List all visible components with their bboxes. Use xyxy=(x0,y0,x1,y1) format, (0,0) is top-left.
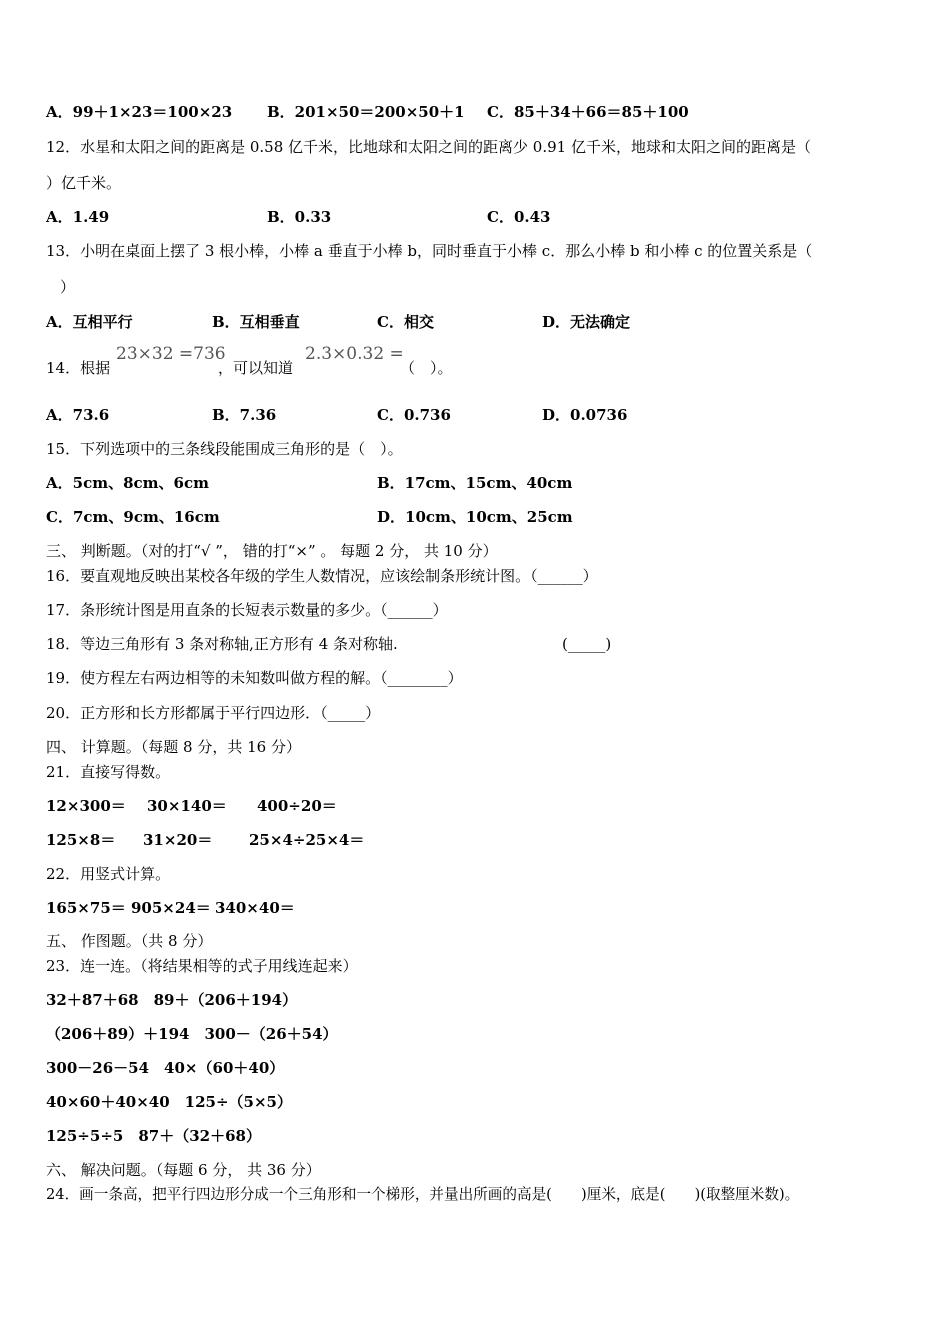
q18-stem: 18．等边三角形有 3 条对称轴,正方形有 4 条对称轴. xyxy=(46,635,398,653)
q15-stem: 15．下列选项中的三条线段能围成三角形的是（ ）。 xyxy=(46,440,403,458)
q17: 17．条形统计图是用直条的长短表示数量的多少。（______） xyxy=(46,601,448,619)
q11-option-a: A．99＋1×23＝100×23 xyxy=(46,103,233,121)
q23-row: 40×60＋40×40 125÷（5×5） xyxy=(46,1093,292,1111)
q18-blank: (_____) xyxy=(562,635,612,653)
q15-option-a: A．5cm、8cm、6cm xyxy=(46,474,209,492)
q13-stem-line1: 13．小明在桌面上摆了 3 根小棒，小棒 a 垂直于小棒 b，同时垂直于小棒 c．那么小棒 b 和小棒 c 的位置关系是（ xyxy=(46,242,813,260)
q21-item: 400÷20＝ xyxy=(257,797,337,815)
q20: 20．正方形和长方形都属于平行四边形．（_____） xyxy=(46,704,381,722)
q22-stem: 22．用竖式计算。 xyxy=(46,865,171,883)
q21-item: 12×300＝ xyxy=(46,797,126,815)
q21-item: 125×8＝ xyxy=(46,831,116,849)
q21-item: 31×20＝ xyxy=(143,831,213,849)
q22-item: 905×24＝ xyxy=(131,899,211,917)
q13-option-a: A．互相平行 xyxy=(46,313,133,331)
q14-option-a: A．73.6 xyxy=(46,406,110,424)
section-4-heading: 四、 计算题。（每题 8 分，共 16 分） xyxy=(46,738,301,756)
section-6-heading: 六、 解决问题。（每题 6 分， 共 36 分） xyxy=(46,1161,321,1179)
q22-item: 165×75＝ xyxy=(46,899,126,917)
q24: 24．画一条高，把平行四边形分成一个三角形和一个梯形，并量出所画的高是( )厘米，底是( )(取整厘米数)。 xyxy=(46,1186,800,1203)
q13-stem-line2: ） xyxy=(60,278,76,296)
q23-row: （206＋89）＋194 300－（26＋54） xyxy=(46,1025,338,1043)
q14-formula-2: 2.3×0.32 = xyxy=(305,344,404,364)
q21-stem: 21．直接写得数。 xyxy=(46,763,171,781)
q12-stem-line2: ）亿千米。 xyxy=(46,174,122,192)
q23-row: 125÷5÷5 87＋（32＋68） xyxy=(46,1127,261,1145)
q22-item: 340×40＝ xyxy=(215,899,295,917)
q14-option-c: C．0.736 xyxy=(377,406,451,424)
q19: 19．使方程左右两边相等的未知数叫做方程的解。（________） xyxy=(46,669,463,687)
q14-option-d: D．0.0736 xyxy=(542,406,628,424)
q11-option-c: C．85＋34＋66＝85＋100 xyxy=(487,103,689,121)
q13-option-b: B．互相垂直 xyxy=(212,313,300,331)
q14-middle: ，可以知道 xyxy=(218,359,294,377)
section-3-heading: 三、 判断题。（对的打“√ ”， 错的打“×” 。 每题 2 分， 共 10 分） xyxy=(46,542,498,560)
q11-option-b: B．201×50＝200×50＋1 xyxy=(267,103,465,121)
q15-option-b: B．17cm、15cm、40cm xyxy=(377,474,573,492)
q12-option-b: B．0.33 xyxy=(267,208,332,226)
q13-option-c: C．相交 xyxy=(377,313,434,331)
q15-option-d: D．10cm、10cm、25cm xyxy=(377,508,573,526)
q14-suffix: （ ）。 xyxy=(400,359,453,377)
q23-stem: 23．连一连。（将结果相等的式子用线连起来） xyxy=(46,957,358,975)
q23-row: 32＋87＋68 89＋（206＋194） xyxy=(46,991,298,1009)
q12-option-a: A．1.49 xyxy=(46,208,110,226)
q15-option-c: C．7cm、9cm、16cm xyxy=(46,508,220,526)
q13-option-d: D．无法确定 xyxy=(542,313,631,331)
q14-prefix: 14．根据 xyxy=(46,359,111,377)
q16: 16．要直观地反映出某校各年级的学生人数情况，应该绘制条形统计图。（______） xyxy=(46,567,598,585)
q21-item: 30×140＝ xyxy=(147,797,227,815)
q12-option-c: C．0.43 xyxy=(487,208,551,226)
q14-formula-1: 23×32 =736 xyxy=(116,344,226,364)
q14-option-b: B．7.36 xyxy=(212,406,277,424)
q12-stem-line1: 12．水星和太阳之间的距离是 0.58 亿千米，比地球和太阳之间的距离少 0.91 亿千米，地球和太阳之间的距离是（ xyxy=(46,138,811,156)
q21-item: 25×4÷25×4＝ xyxy=(249,831,365,849)
q23-row: 300－26－54 40×（60＋40） xyxy=(46,1059,285,1077)
section-5-heading: 五、 作图题。（共 8 分） xyxy=(46,932,213,950)
